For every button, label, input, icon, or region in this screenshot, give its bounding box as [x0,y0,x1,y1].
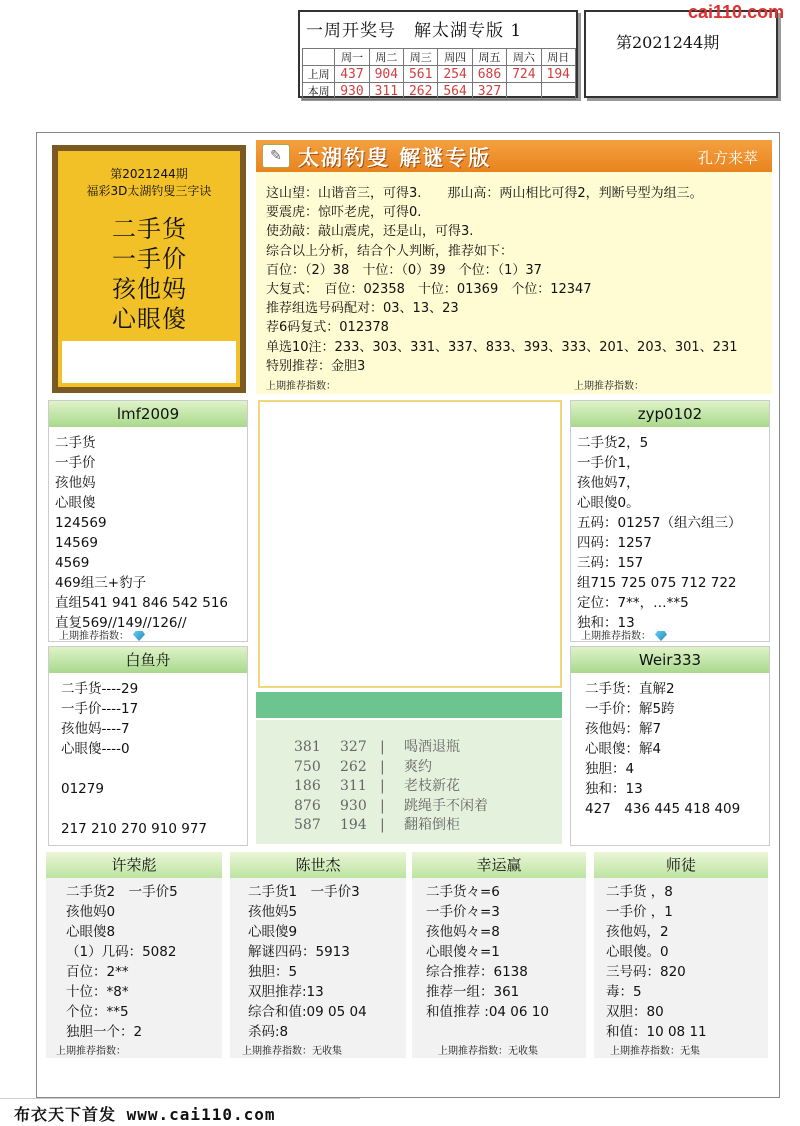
card-title: 陈世杰 [230,852,406,878]
number: 930 [340,797,367,814]
day-header: 周三 [404,49,438,66]
text-line: 独和：13 [585,781,643,797]
riddle-subtitle: 福彩3D太湖钓叟三字诀 [86,184,212,198]
week-label: 上周 [303,66,335,83]
number-phrase-row [294,758,562,778]
phrase: 翻箱倒柜 [404,817,460,834]
text-line: （1）几码：5082 [66,944,177,960]
site-logo[interactable]: cai110.com [688,2,785,22]
card-baiyuzhou [48,646,248,846]
text-line: 定位：7**，…**5 [577,595,689,611]
riddle-issue: 第2021244期 [110,167,188,181]
day-header: 周二 [369,49,403,66]
card-xingyunying [412,852,586,1058]
card-title: zyp0102 [571,401,769,427]
text-line: 独胆：4 [585,761,635,777]
draw-number: 686 [472,66,506,83]
card-title: 师徒 [594,852,768,878]
text-line: 推荐一组：361 [426,984,520,1000]
text-line: 组715 725 075 712 722 [577,575,737,591]
text-line: 心眼傻 [55,495,96,511]
card-title: 白鱼舟 [49,647,247,673]
weekly-title: 一周开奖号 解太湖专版 1 [306,21,523,41]
footer-divider [0,1098,360,1099]
phrase: 老枝新花 [404,778,460,795]
prev-rating-right: 上期推荐指数： [574,381,644,392]
separator: | [380,758,385,775]
text-line: 二手货々=6 [426,884,500,900]
text-line: 五码：01257（组六组三） [577,515,742,531]
draw-grid [302,48,576,100]
card-zyp0102 [570,400,770,642]
text-line: 217 210 270 910 977 [61,821,208,837]
card-body [606,882,707,1042]
card-footer: 上期推荐指数：无集 [610,1046,700,1057]
text-line: 百位：2** [66,964,129,980]
text-line: 二手货----29 [61,681,139,697]
text-line: 直组541 941 846 542 516 [55,595,229,611]
text-line [61,759,247,779]
draw-number: 724 [507,66,541,83]
text-line: 孩他妈0 [66,904,116,920]
text-line: 综合推荐：6138 [426,964,528,980]
card-title: Weir333 [571,647,769,673]
number-phrase-row [294,797,562,817]
text-line: 毒：5 [606,984,642,1000]
puzzle-author: 孔方来萃 [697,149,758,167]
diamond-icon [655,631,667,641]
card-footer: 上期推荐指数： [59,627,145,642]
diamond-icon [133,631,145,641]
day-header: 周四 [438,49,472,66]
center-blank-panel [258,400,562,688]
riddle-word: 一手价 [112,245,187,273]
text-line: 一手价々=3 [426,904,500,920]
text-line: 心眼傻----0 [61,741,130,757]
number: 327 [340,739,367,755]
card-body [49,427,247,633]
number-phrase-row [294,777,562,797]
number: 750 [294,758,321,775]
separator: | [380,797,385,814]
text-line: 十位：*8* [66,984,129,1000]
puzzle-line: 这山望：山谐音三，可得3. 那山高：两山相比可得2，判断号型为组三。 [266,186,703,201]
text-line: 心眼傻8 [66,924,116,940]
puzzle-line: 要震虎：惊吓老虎，可得0. [266,205,422,221]
text-line: 双胆推荐:13 [248,984,324,1000]
puzzle-header [256,140,772,172]
text-line: 解谜四码：5913 [248,944,350,960]
riddle-word: 心眼傻 [112,305,187,333]
card-body [66,882,178,1042]
text-line: 独和：13 [577,615,635,631]
card-chenshijie [230,852,406,1058]
phrase: 爽约 [404,758,432,775]
footer-watermark[interactable]: 布衣天下首发 www.cai110.com [14,1105,276,1124]
draw-number [541,83,575,100]
card-body [571,427,769,633]
card-title: 幸运赢 [412,852,586,878]
card-footer: 上期推荐指数： [56,1046,126,1057]
text-line: 孩他妈 [55,475,96,491]
text-line: 心眼傻9 [248,924,298,940]
puzzle-body [256,172,772,394]
phrase: 跳绳手不闲着 [404,797,488,814]
draw-number: 311 [369,83,403,100]
text-line: 二手货2，5 [577,435,649,451]
scroll-icon: ✎ [262,144,290,168]
card-footer: 上期推荐指数：无收集 [242,1046,342,1057]
text-line: 一手价 ，1 [606,904,673,920]
puzzle-line: 单选10注：233、303、331、337、833、393、333、201、203、301、231 [266,339,738,355]
text-line: 427 436 445 418 409 [585,801,741,817]
text-line: 二手货 [55,435,96,451]
text-line: 一手价 [55,455,96,471]
text-line: 一手价：解5跨 [585,701,675,717]
day-header: 周五 [472,49,506,66]
card-shitu [594,852,768,1058]
number-phrase-row [294,738,562,758]
day-header: 周六 [507,49,541,66]
text-line: 4569 [55,555,90,571]
card-footer: 上期推荐指数：无收集 [438,1046,538,1057]
text-line: 和值：10 08 11 [606,1024,707,1040]
day-header: 周一 [335,49,369,66]
text-line: 孩他妈5 [248,904,298,920]
text-line: 124569 [55,515,107,531]
card-footer: 上期推荐指数： [581,627,667,642]
puzzle-line: 使劲敲：敲山震虎，还是山，可得3. [266,224,474,240]
number: 194 [340,817,367,834]
puzzle-line: 大复式： 百位：02358 十位：01369 个位：12347 [266,282,592,298]
day-header: 周日 [541,49,575,66]
number: 262 [340,758,367,775]
text-line: 双胆：80 [606,1004,664,1020]
number: 587 [294,817,321,834]
number: 381 [294,739,321,755]
separator: | [380,817,385,834]
draw-number: 564 [438,83,472,100]
text-line: 直复569//149//126// [55,615,187,631]
draw-number [507,83,541,100]
text-line: 二手货 ，8 [606,884,673,900]
day-header [303,49,335,66]
text-line: 四码：1257 [577,535,652,551]
draw-number: 561 [404,66,438,83]
number: 311 [340,778,367,795]
number: 186 [294,778,321,795]
text-line: 孩他妈，2 [606,924,669,940]
card-body [571,673,769,819]
text-line: 心眼傻々=1 [426,944,500,960]
card-xurongbiao [46,852,222,1058]
text-line: 二手货2 一手价5 [66,884,178,900]
riddle-board [52,145,246,393]
center-green-bar [256,692,562,718]
text-line: 01279 [61,781,104,797]
issue-box [584,10,778,98]
text-line [61,799,247,819]
number: 876 [294,797,321,814]
draw-number: 904 [369,66,403,83]
text-line: 独胆一个：2 [66,1024,143,1040]
text-line: 469组三+豹子 [55,575,147,591]
draw-number: 437 [335,66,369,83]
phrase: 喝酒退瓶 [404,739,460,755]
text-line: 孩他妈7， [577,475,640,491]
text-line: 孩他妈----7 [61,721,130,737]
text-line: 心眼傻。0 [606,944,669,960]
card-lmf2009 [48,400,248,642]
text-line: 14569 [55,535,98,551]
draw-number: 194 [541,66,575,83]
puzzle-line: 百位：（2）38 十位：（0）39 个位：（1）37 [266,262,542,278]
number-phrase-row [294,816,562,836]
separator: | [380,739,385,755]
prev-rating-left: 上期推荐指数： [266,381,336,392]
card-body [49,673,247,839]
text-line: 二手货：直解2 [585,681,675,697]
text-line: 综合和值:09 05 04 [248,1004,367,1020]
number-phrase-list [256,720,562,844]
text-line: 孩他妈々=8 [426,924,500,940]
riddle-word: 二手货 [112,215,187,243]
puzzle-line: 荐6码复式：012378 [266,320,389,336]
separator: | [380,778,385,795]
card-weir333 [570,646,770,846]
weekly-draw-table [298,10,578,98]
draw-number: 930 [335,83,369,100]
text-line: 心眼傻0。 [577,495,640,511]
issue-number: 第2021244期 [616,33,720,52]
card-title: 许荣彪 [46,852,222,878]
text-line: 孩他妈：解7 [585,721,662,737]
card-body [426,882,549,1022]
draw-number: 254 [438,66,472,83]
puzzle-line: 综合以上分析，结合个人判断，推荐如下： [266,243,514,259]
puzzle-line: 推荐组选号码配对：03、13、23 [266,301,459,317]
draw-number: 327 [472,83,506,100]
puzzle-title: 太湖钓叟 解谜专版 [298,145,492,170]
text-line: 和值推荐 :04 06 10 [426,1004,549,1020]
text-line: 心眼傻：解4 [585,741,662,757]
text-line: 三码：157 [577,555,644,571]
text-line: 三号码：820 [606,964,686,980]
week-label: 本周 [303,83,335,100]
text-line: 个位：**5 [66,1004,129,1020]
text-line: 一手价1， [577,455,640,471]
card-body [248,882,367,1042]
text-line: 独胆：5 [248,964,298,980]
riddle-word: 孩他妈 [112,275,187,303]
text-line: 一手价----17 [61,701,139,717]
card-title: lmf2009 [49,401,247,427]
text-line: 杀码:8 [248,1024,289,1040]
draw-number: 262 [404,83,438,100]
text-line: 二手货1 一手价3 [248,884,360,900]
blank-area [62,341,236,383]
puzzle-line: 特别推荐：金胆3 [266,358,366,374]
